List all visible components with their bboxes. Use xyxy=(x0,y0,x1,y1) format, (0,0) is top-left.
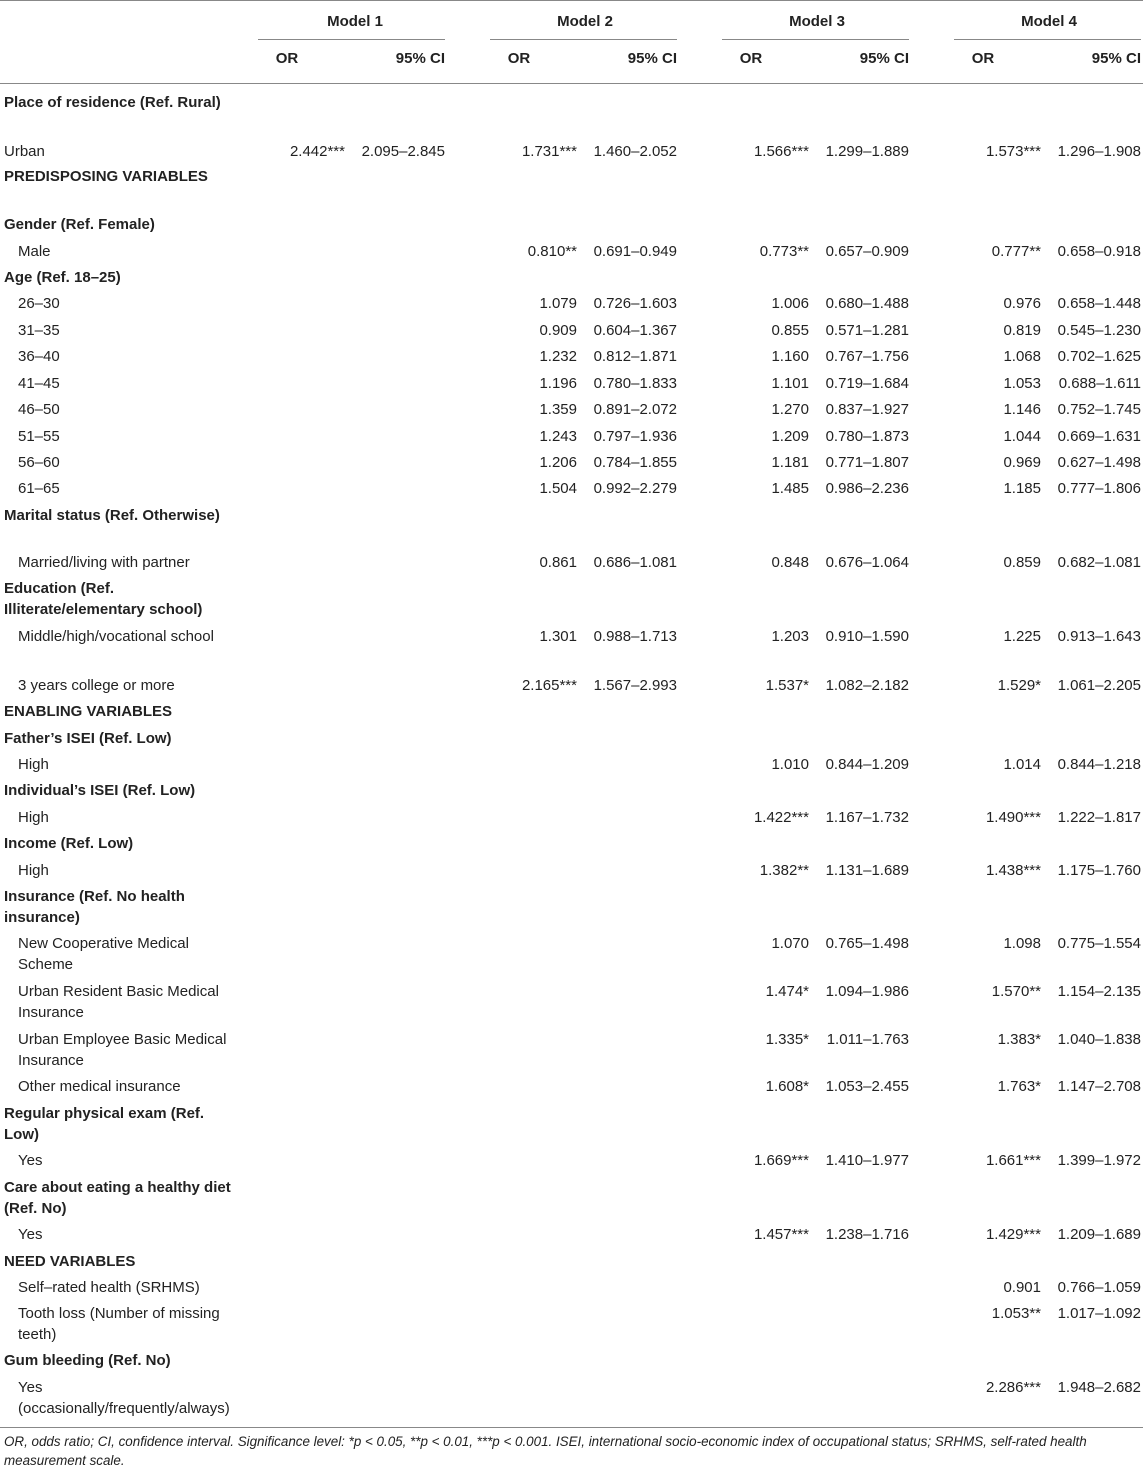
or-value-model-2: 1.504 xyxy=(539,480,577,497)
section-label: Marital status (Ref. Otherwise) xyxy=(4,507,220,524)
or-value-model-4: 0.969 xyxy=(1003,454,1041,471)
ci-value-model-2: 0.686–1.081 xyxy=(593,554,677,571)
ci-value-model-2: 0.797–1.936 xyxy=(593,428,677,445)
model-underline-1 xyxy=(258,39,445,40)
ci-value-model-2: 0.691–0.949 xyxy=(593,243,677,260)
or-value-model-2: 1.301 xyxy=(539,628,577,645)
ci-value-model-4: 1.061–2.205 xyxy=(1057,677,1141,694)
row-label: High xyxy=(18,809,49,826)
or-value-model-2: 0.909 xyxy=(539,322,577,339)
or-value-model-3: 1.382** xyxy=(759,862,809,879)
ci-value-model-2: 1.460–2.052 xyxy=(593,143,677,160)
or-value-model-4: 1.490*** xyxy=(985,809,1041,826)
row-label: Yes xyxy=(18,1152,43,1169)
ci-value-model-4: 1.175–1.760 xyxy=(1057,862,1141,879)
footnote-line-1: OR, odds ratio; CI, confidence interval. Significance level: *p < 0.05, **p < 0.01, ***p < 0.001. ISEI, international socio-economic index of occupational status; SRHMS, self-rated health xyxy=(4,1434,1087,1449)
ci-value-model-3: 1.410–1.977 xyxy=(825,1152,909,1169)
ci-value-model-4: 1.222–1.817 xyxy=(1057,809,1141,826)
or-value-model-3: 1.669*** xyxy=(753,1152,809,1169)
row-label: 36–40 xyxy=(18,348,60,365)
ci-value-model-3: 0.719–1.684 xyxy=(825,375,909,392)
ci-value-model-4: 0.777–1.806 xyxy=(1057,480,1141,497)
row-label: Urban Resident Basic Medical Insurance xyxy=(18,983,219,1021)
ci-value-model-3: 1.167–1.732 xyxy=(825,809,909,826)
ci-value-model-2: 0.891–2.072 xyxy=(593,401,677,418)
ci-value-model-4: 1.948–2.682 xyxy=(1057,1379,1141,1396)
or-value-model-4: 1.438*** xyxy=(985,862,1041,879)
section-label: Individual’s ISEI (Ref. Low) xyxy=(4,782,196,799)
ci-value-model-3: 1.053–2.455 xyxy=(825,1078,909,1095)
or-value-model-3: 1.160 xyxy=(771,348,809,365)
ci-value-model-3: 0.910–1.590 xyxy=(825,628,909,645)
or-value-model-4: 0.901 xyxy=(1003,1279,1041,1296)
row-label: Yes xyxy=(18,1226,43,1243)
row-label: 51–55 xyxy=(18,428,60,445)
ci-value-model-4: 1.154–2.135 xyxy=(1057,983,1141,1000)
model-underline-4 xyxy=(954,39,1141,40)
ci-value-model-3: 0.771–1.807 xyxy=(825,454,909,471)
or-value-model-3: 1.006 xyxy=(771,295,809,312)
or-value-model-3: 0.773** xyxy=(759,243,809,260)
ci-value-model-2: 0.812–1.871 xyxy=(593,348,677,365)
row-label: Self–rated health (SRHMS) xyxy=(18,1279,200,1296)
or-value-model-4: 1.661*** xyxy=(985,1152,1041,1169)
ci-header-1: 95% CI xyxy=(395,50,445,67)
ci-value-model-4: 0.658–1.448 xyxy=(1057,295,1141,312)
section-label: Regular physical exam (Ref. Low) xyxy=(4,1105,205,1143)
row-label: Male xyxy=(18,243,51,260)
or-value-model-3: 1.203 xyxy=(771,628,809,645)
section-label: Care about eating a healthy diet (Ref. No) xyxy=(4,1179,231,1217)
ci-value-model-3: 1.299–1.889 xyxy=(825,143,909,160)
or-value-model-3: 1.010 xyxy=(771,756,809,773)
or-value-model-4: 1.014 xyxy=(1003,756,1041,773)
ci-value-model-3: 0.780–1.873 xyxy=(825,428,909,445)
row-label: Urban Employee Basic Medical Insurance xyxy=(18,1031,227,1069)
or-value-model-4: 1.763* xyxy=(997,1078,1041,1095)
ci-value-model-3: 1.082–2.182 xyxy=(825,677,909,694)
or-value-model-3: 0.848 xyxy=(771,554,809,571)
ci-value-model-4: 1.147–2.708 xyxy=(1057,1078,1141,1095)
ci-value-model-3: 0.986–2.236 xyxy=(825,480,909,497)
section-label: Income (Ref. Low) xyxy=(4,835,134,852)
model-header-3: Model 3 xyxy=(789,13,845,30)
row-label: 31–35 xyxy=(18,322,60,339)
row-label: 26–30 xyxy=(18,295,60,312)
row-label: High xyxy=(18,862,49,879)
bottom-rule xyxy=(0,1427,1143,1428)
section-label: ENABLING VARIABLES xyxy=(4,703,173,720)
section-label: Age (Ref. 18–25) xyxy=(4,269,121,286)
ci-value-model-4: 1.296–1.908 xyxy=(1057,143,1141,160)
ci-value-model-4: 0.669–1.631 xyxy=(1057,428,1141,445)
or-value-model-3: 1.422*** xyxy=(753,809,809,826)
row-label: 56–60 xyxy=(18,454,60,471)
or-value-model-4: 0.976 xyxy=(1003,295,1041,312)
or-value-model-4: 1.053 xyxy=(1003,375,1041,392)
or-value-model-2: 2.165*** xyxy=(521,677,577,694)
or-value-model-4: 1.044 xyxy=(1003,428,1041,445)
section-label: PREDISPOSING VARIABLES xyxy=(4,168,208,185)
ci-value-model-1: 2.095–2.845 xyxy=(361,143,445,160)
row-label: Yes (occasionally/frequently/always) xyxy=(18,1379,230,1417)
or-value-model-2: 1.232 xyxy=(539,348,577,365)
or-value-model-3: 1.181 xyxy=(771,454,809,471)
ci-value-model-3: 1.238–1.716 xyxy=(825,1226,909,1243)
ci-value-model-3: 0.837–1.927 xyxy=(825,401,909,418)
or-value-model-4: 0.859 xyxy=(1003,554,1041,571)
section-label: Education (Ref. Illiterate/elementary school) xyxy=(4,580,203,618)
ci-value-model-4: 1.040–1.838 xyxy=(1057,1031,1141,1048)
row-label: High xyxy=(18,756,49,773)
or-value-model-3: 1.608* xyxy=(765,1078,809,1095)
or-value-model-4: 1.529* xyxy=(997,677,1041,694)
or-value-model-4: 2.286*** xyxy=(985,1379,1041,1396)
ci-value-model-4: 0.702–1.625 xyxy=(1057,348,1141,365)
or-value-model-1: 2.442*** xyxy=(289,143,345,160)
or-value-model-4: 1.068 xyxy=(1003,348,1041,365)
or-value-model-4: 1.185 xyxy=(1003,480,1041,497)
or-header-4: OR xyxy=(971,50,995,67)
ci-header-4: 95% CI xyxy=(1091,50,1141,67)
ci-value-model-4: 0.752–1.745 xyxy=(1057,401,1141,418)
or-value-model-3: 1.209 xyxy=(771,428,809,445)
row-label: 46–50 xyxy=(18,401,60,418)
or-value-model-3: 1.485 xyxy=(771,480,809,497)
ci-value-model-2: 0.988–1.713 xyxy=(593,628,677,645)
or-value-model-2: 1.243 xyxy=(539,428,577,445)
ci-value-model-3: 0.844–1.209 xyxy=(825,756,909,773)
or-value-model-4: 1.053** xyxy=(991,1305,1041,1322)
or-value-model-3: 1.070 xyxy=(771,935,809,952)
ci-value-model-2: 0.780–1.833 xyxy=(593,375,677,392)
or-value-model-3: 1.101 xyxy=(771,375,809,392)
or-value-model-3: 1.457*** xyxy=(753,1226,809,1243)
ci-value-model-2: 0.784–1.855 xyxy=(593,454,677,471)
or-value-model-2: 1.731*** xyxy=(521,143,577,160)
footnote-line-2: measurement scale. xyxy=(4,1453,125,1468)
ci-value-model-4: 1.017–1.092 xyxy=(1057,1305,1141,1322)
row-label: Other medical insurance xyxy=(18,1078,181,1095)
ci-value-model-4: 0.913–1.643 xyxy=(1057,628,1141,645)
ci-value-model-4: 1.399–1.972 xyxy=(1057,1152,1141,1169)
ci-value-model-3: 0.765–1.498 xyxy=(825,935,909,952)
or-header-1: OR xyxy=(275,50,299,67)
or-value-model-4: 0.819 xyxy=(1003,322,1041,339)
or-value-model-3: 1.270 xyxy=(771,401,809,418)
ci-value-model-4: 0.682–1.081 xyxy=(1057,554,1141,571)
or-value-model-4: 1.098 xyxy=(1003,935,1041,952)
model-header-4: Model 4 xyxy=(1021,13,1077,30)
ci-value-model-4: 0.545–1.230 xyxy=(1057,322,1141,339)
ci-value-model-4: 0.775–1.554 xyxy=(1057,935,1141,952)
or-header-3: OR xyxy=(739,50,763,67)
model-header-1: Model 1 xyxy=(327,13,383,30)
or-value-model-3: 1.474* xyxy=(765,983,809,1000)
or-value-model-2: 1.206 xyxy=(539,454,577,471)
or-value-model-2: 0.861 xyxy=(539,554,577,571)
or-value-model-4: 1.146 xyxy=(1003,401,1041,418)
or-value-model-4: 0.777** xyxy=(991,243,1041,260)
row-label: 61–65 xyxy=(18,480,60,497)
ci-value-model-4: 1.209–1.689 xyxy=(1057,1226,1141,1243)
ci-value-model-3: 0.680–1.488 xyxy=(825,295,909,312)
ci-value-model-3: 1.011–1.763 xyxy=(826,1031,909,1048)
ci-value-model-4: 0.766–1.059 xyxy=(1057,1279,1141,1296)
row-label: Tooth loss (Number of missing teeth) xyxy=(18,1305,220,1343)
row-label: New Cooperative Medical Scheme xyxy=(18,935,189,973)
ci-value-model-2: 0.604–1.367 xyxy=(593,322,677,339)
row-label: Married/living with partner xyxy=(18,554,190,571)
or-value-model-4: 1.573*** xyxy=(985,143,1041,160)
footnote xyxy=(4,1432,1134,1470)
ci-value-model-3: 0.657–0.909 xyxy=(825,243,909,260)
ci-value-model-2: 0.992–2.279 xyxy=(593,480,677,497)
model-underline-3 xyxy=(722,39,909,40)
row-label: Middle/high/vocational school xyxy=(18,628,214,645)
ci-value-model-3: 1.094–1.986 xyxy=(825,983,909,1000)
ci-value-model-4: 0.688–1.611 xyxy=(1058,375,1141,392)
ci-value-model-3: 1.131–1.689 xyxy=(825,862,909,879)
or-header-2: OR xyxy=(507,50,531,67)
ci-value-model-3: 0.767–1.756 xyxy=(825,348,909,365)
or-value-model-2: 1.359 xyxy=(539,401,577,418)
or-value-model-2: 1.079 xyxy=(539,295,577,312)
ci-value-model-2: 0.726–1.603 xyxy=(593,295,677,312)
section-label: NEED VARIABLES xyxy=(4,1253,136,1270)
or-value-model-2: 0.810** xyxy=(527,243,577,260)
section-label: Insurance (Ref. No health insurance) xyxy=(4,888,185,926)
ci-header-3: 95% CI xyxy=(859,50,909,67)
ci-value-model-3: 0.571–1.281 xyxy=(825,322,909,339)
ci-header-2: 95% CI xyxy=(627,50,677,67)
ci-value-model-3: 0.676–1.064 xyxy=(825,554,909,571)
ci-value-model-4: 0.627–1.498 xyxy=(1057,454,1141,471)
or-value-model-3: 1.335* xyxy=(765,1031,809,1048)
section-label: Place of residence (Ref. Rural) xyxy=(4,94,221,111)
or-value-model-4: 1.429*** xyxy=(985,1226,1041,1243)
row-label: 3 years college or more xyxy=(18,677,175,694)
section-label: Gender (Ref. Female) xyxy=(4,216,155,233)
top-rule xyxy=(0,0,1143,1)
ci-value-model-4: 0.844–1.218 xyxy=(1057,756,1141,773)
or-value-model-4: 1.225 xyxy=(1003,628,1041,645)
or-value-model-3: 1.537* xyxy=(765,677,809,694)
or-value-model-3: 0.855 xyxy=(771,322,809,339)
or-value-model-4: 1.570** xyxy=(991,983,1041,1000)
or-value-model-2: 1.196 xyxy=(539,375,577,392)
or-value-model-4: 1.383* xyxy=(997,1031,1041,1048)
row-label: 41–45 xyxy=(18,375,60,392)
model-underline-2 xyxy=(490,39,677,40)
section-label: Father’s ISEI (Ref. Low) xyxy=(4,730,172,747)
ci-value-model-4: 0.658–0.918 xyxy=(1057,243,1141,260)
ci-value-model-2: 1.567–2.993 xyxy=(593,677,677,694)
model-header-2: Model 2 xyxy=(557,13,613,30)
or-value-model-3: 1.566*** xyxy=(753,143,809,160)
section-label: Gum bleeding (Ref. No) xyxy=(4,1352,171,1369)
header-rule xyxy=(0,83,1143,84)
row-label: Urban xyxy=(4,143,45,160)
